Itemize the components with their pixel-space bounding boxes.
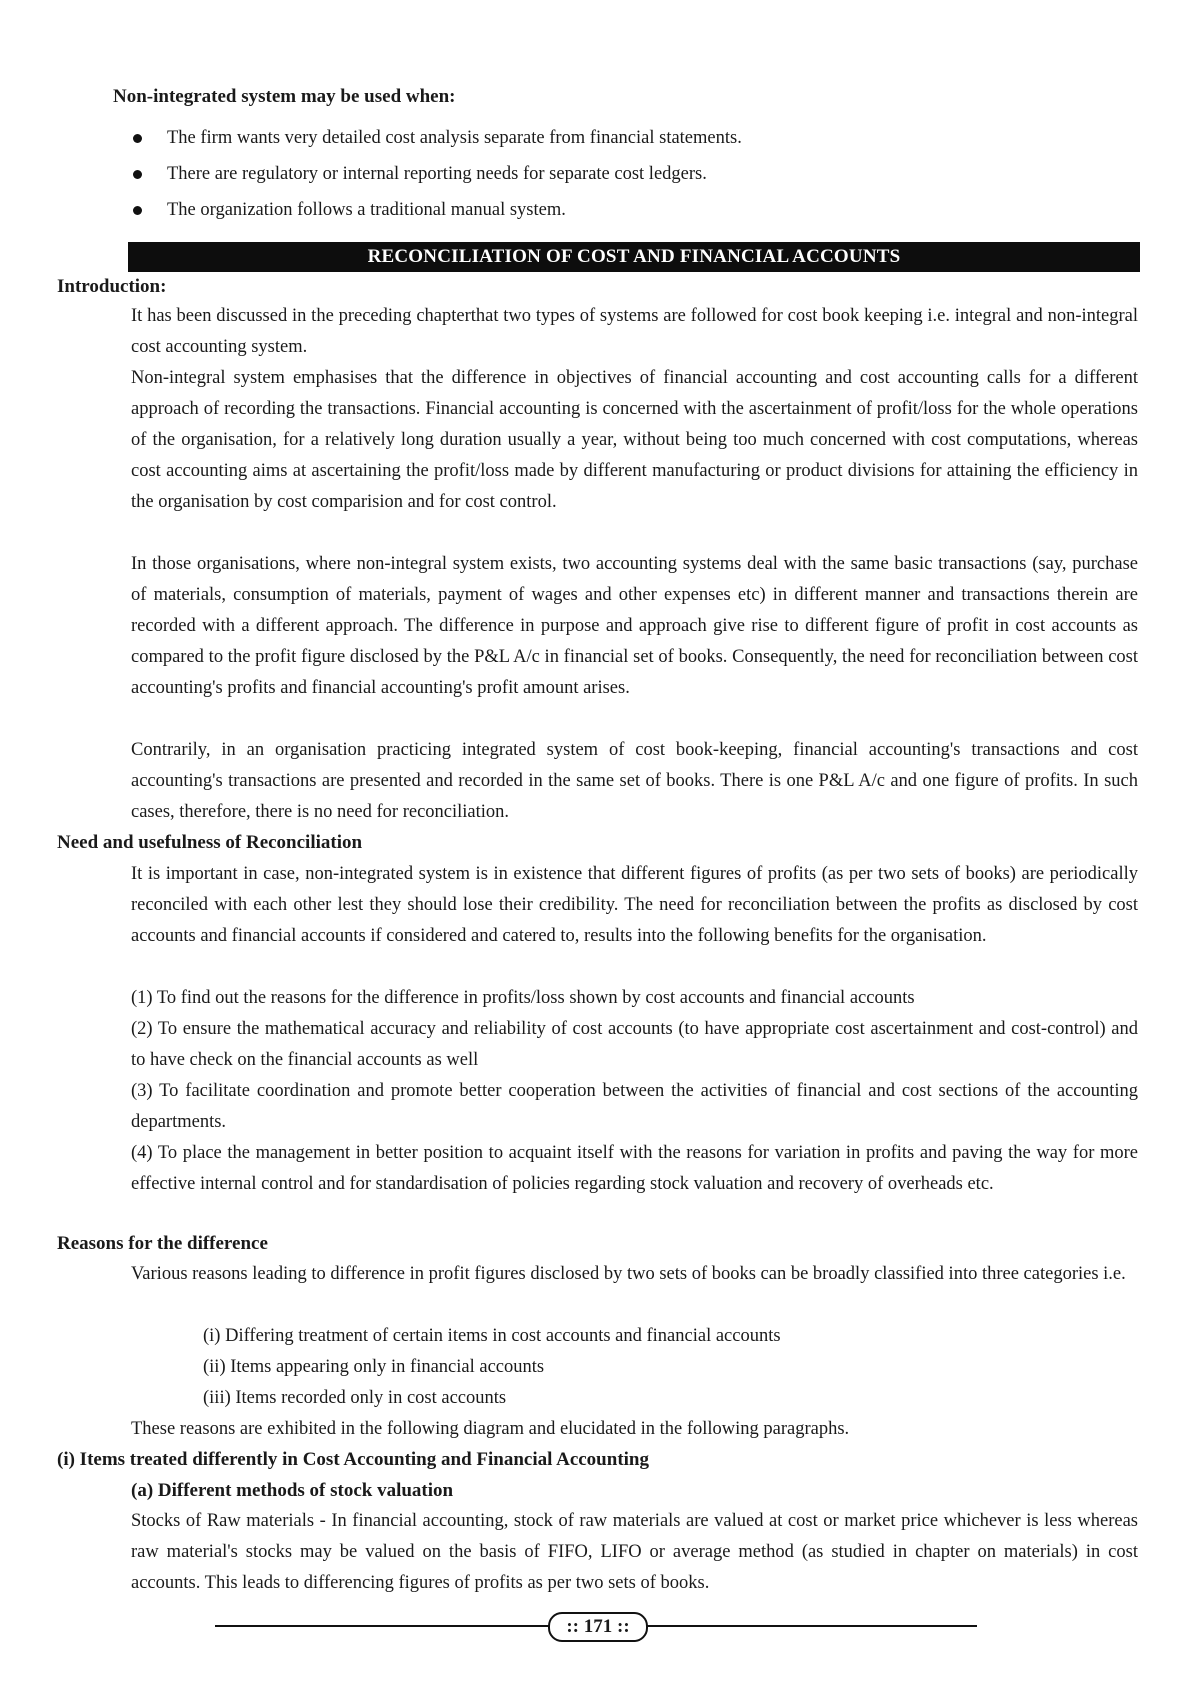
reasons-paragraph: Various reasons leading to difference in profit figures disclosed by two sets of books can be broadly classified into three categories i.e. [131,1264,1126,1284]
need-paragraph: It is important in case, non-integrated system is in existence that different figures of profits (as per two sets of books) are periodically reconciled with each other lest they should lose their credibility. The need for reconciliation between the profits as disclosed by cost accounts and financial accounts if considered and catered to, results into the following benefits for the organisation. [131,864,1138,946]
intro-paragraph-1: It has been discussed in the preceding chapterthat two types of systems are followed for cost book keeping i.e. integral and non-integral cost accounting system. [131,306,1138,357]
need-point-1: (1) To find out the reasons for the difference in profits/loss shown by cost accounts and financial accounts [131,988,915,1008]
reasons-heading: Reasons for the difference [57,1233,268,1254]
list-item: The firm wants very detailed cost analysis separate from financial statements. [133,120,742,156]
footer-rule-right [642,1625,977,1627]
reasons-item-3: (iii) Items recorded only in cost accounts [203,1388,507,1408]
need-point-4: (4) To place the management in better position to acquaint itself with the reasons for variation in profits and paving the way for more effective internal control and for standardisation of policies regarding stock valuation and recovery of overheads etc. [131,1143,1138,1194]
reasons-item-2: (ii) Items appearing only in financial accounts [203,1357,545,1377]
list-item: There are regulatory or internal reporting needs for separate cost ledgers. [133,156,742,192]
section-banner: RECONCILIATION OF COST AND FINANCIAL ACCOUNTS [128,242,1140,272]
bullet-icon [133,170,142,179]
section-i-heading: (i) Items treated differently in Cost Accounting and Financial Accounting [57,1449,649,1470]
need-point-2: (2) To ensure the mathematical accuracy and reliability of cost accounts (to have appropriate cost ascertainment and cost-control) and to have check on the financial accounts as well [131,1019,1138,1070]
need-heading: Need and usefulness of Reconciliation [57,832,363,853]
intro-paragraph-4: Contrarily, in an organisation practicing integrated system of cost book-keeping, financial accounting's transactions and cost accounting's transactions are presented and recorded in the same set of books. There is one P&L A/c and one figure of profits. In such cases, therefore, there is no need for reconciliation. [131,740,1138,822]
page-number: :: 171 :: [548,1612,648,1642]
bullet-icon [133,134,142,143]
list-item: The organization follows a traditional manual system. [133,192,742,228]
footer-rule-left [215,1625,550,1627]
intro-heading: Introduction: [57,276,167,297]
reasons-closing: These reasons are exhibited in the following diagram and elucidated in the following paragraphs. [131,1419,850,1439]
subsection-a-heading: (a) Different methods of stock valuation [131,1480,454,1501]
stock-paragraph: Stocks of Raw materials - In financial accounting, stock of raw materials are valued at cost or market price whichever is less whereas raw material's stocks may be valued on the basis of FIFO, LIFO or average method (as studied in chapter on materials) in cost accounts. This leads to differencing figures of profits as per two sets of books. [131,1511,1138,1593]
intro-paragraph-2: Non-integral system emphasises that the difference in objectives of financial accounting and cost accounting calls for a different approach of recording the transactions. Financial accounting is concerned with the ascertainment of profit/loss for the whole operations of the organisation, for a relatively long duration usually a year, without being too much concerned with cost computations, whereas cost accounting aims at ascertaining the profit/loss made by different manufacturing or product divisions for attaining the efficiency in the organisation by cost comparision and for cost control. [131,368,1138,512]
heading-nonintegrated: Non-integrated system may be used when: [113,86,456,107]
reasons-item-1: (i) Differing treatment of certain items in cost accounts and financial accounts [203,1326,781,1346]
intro-paragraph-3: In those organisations, where non-integral system exists, two accounting systems deal with the same basic transactions (say, purchase of materials, consumption of materials, payment of wages and other expenses etc) in different manner and transactions therein are recorded with a different approach. The difference in purpose and approach give rise to different figure of profit in cost accounts as compared to the profit figure disclosed by the P&L A/c in financial set of books. Consequently, the need for reconciliation between cost accounting's profits and financial accounting's profit amount arises. [131,554,1138,698]
bullet-list [133,120,742,228]
need-point-3: (3) To facilitate coordination and promote better cooperation between the activities of financial and cost sections of the accounting departments. [131,1081,1138,1132]
bullet-icon [133,206,142,215]
